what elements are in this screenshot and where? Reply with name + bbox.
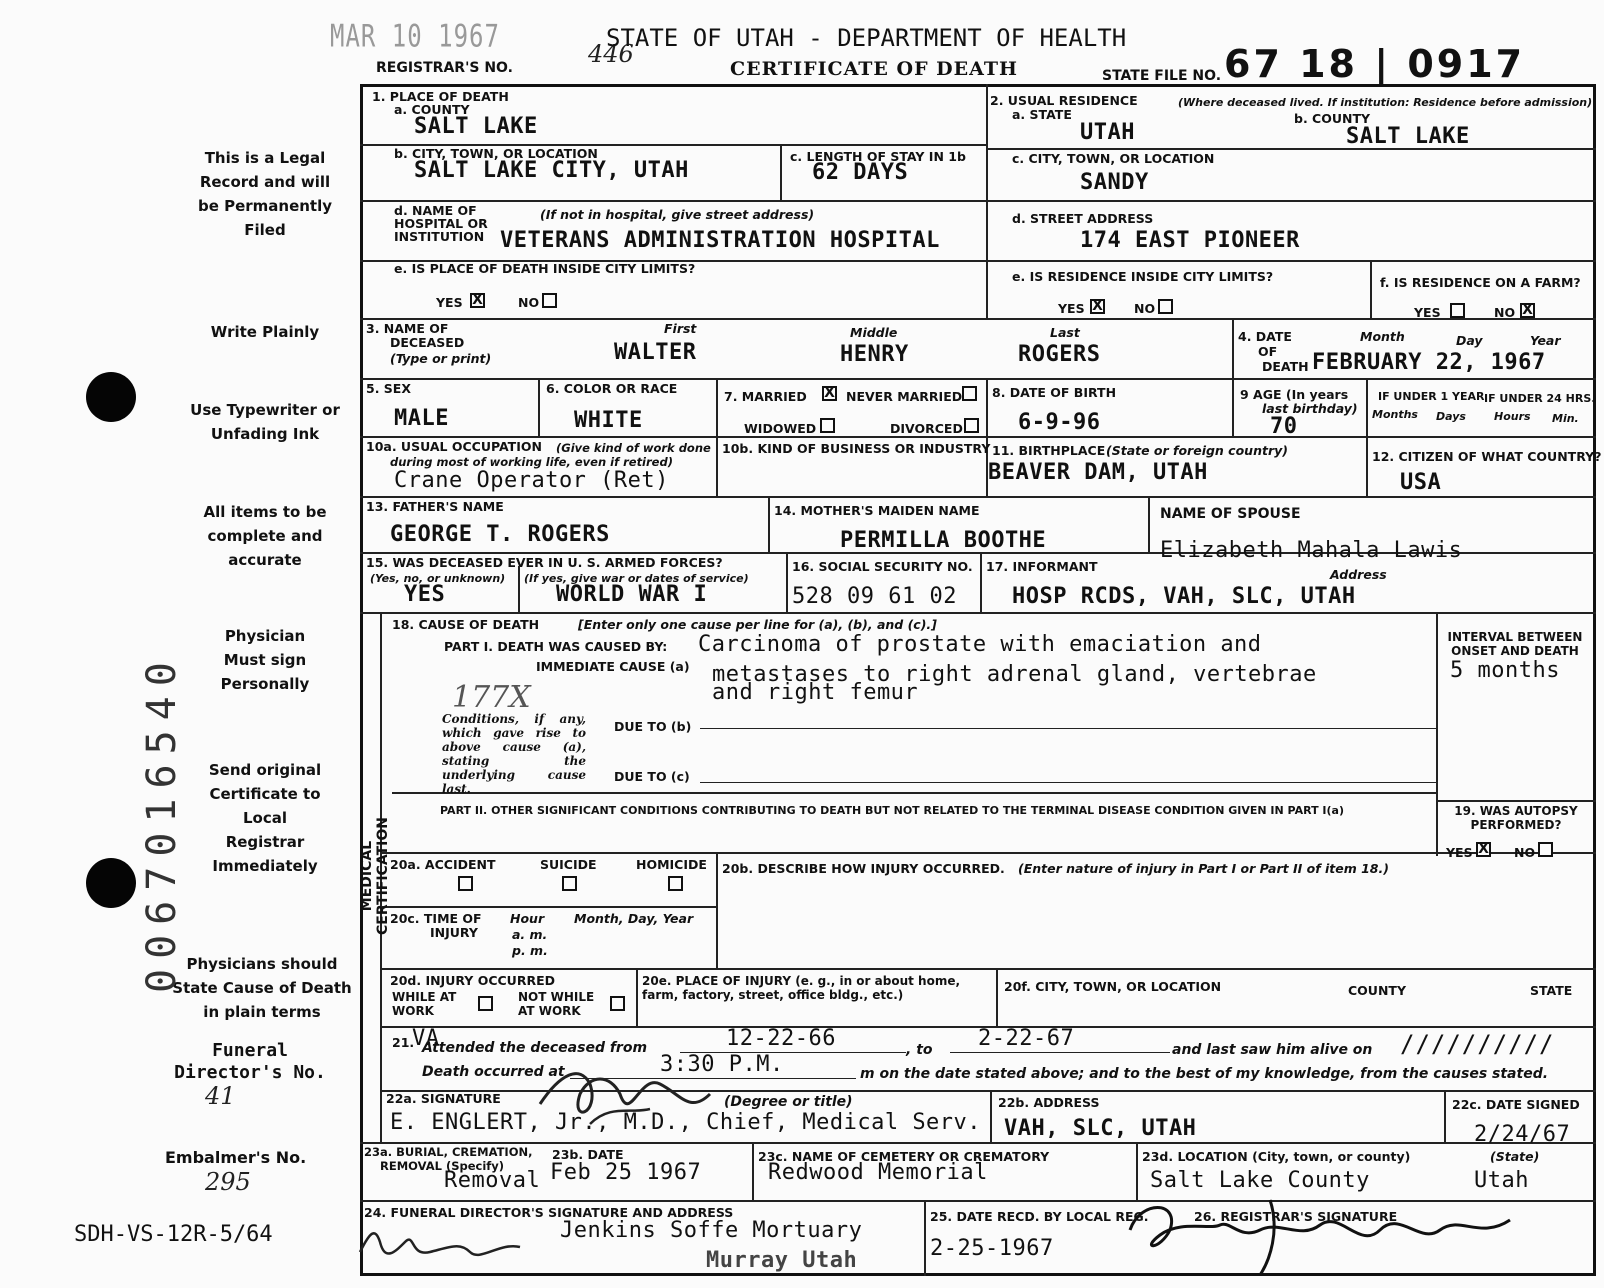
cause-line-3: and right femur — [712, 680, 919, 705]
father-label: 13. FATHER'S NAME — [366, 499, 504, 514]
send-original-note: Send original Certificate to Local Registrar Immediately — [208, 761, 322, 875]
funeral-director-signature — [350, 1212, 530, 1272]
punch-hole-bottom — [86, 858, 136, 908]
ssn: 528 09 61 02 — [792, 584, 957, 609]
informant-label: 17. INFORMANT — [986, 559, 1098, 574]
res-inside-no-checkbox[interactable] — [1158, 299, 1173, 314]
conditions-note: Conditions, if any, which gave rise to above cause (a), stating the underlying cause last. — [442, 712, 586, 796]
degree-label: (Degree or title) — [724, 1094, 853, 1110]
attended-prefix: VA — [412, 1026, 440, 1051]
cause-label: 18. CAUSE OF DEATH — [392, 617, 540, 632]
date-received: 2-25-1967 — [930, 1236, 1054, 1261]
autopsy-yes-checkbox[interactable]: X — [1476, 842, 1491, 857]
occupation: Crane Operator (Ret) — [394, 468, 669, 493]
cause-code: 177X — [452, 680, 531, 715]
physician-name: E. ENGLERT, Jr., M.D., Chief, Medical Serv. — [390, 1110, 982, 1135]
time-of-injury-label-a: 20c. TIME OF — [390, 911, 482, 926]
spouse-label: NAME OF SPOUSE — [1160, 506, 1301, 522]
due-to-b-label: DUE TO (b) — [614, 719, 692, 734]
burial-location: Salt Lake County — [1150, 1168, 1370, 1193]
occupation-note-a: (Give kind of work done — [556, 441, 711, 455]
cemetery: Redwood Memorial — [768, 1160, 988, 1185]
cause-plain-note: Physicians should State Cause of Death in plain terms — [172, 955, 352, 1021]
date-of-birth: 6-9-96 — [1018, 410, 1101, 435]
occupation-label: 10a. USUAL OCCUPATION — [366, 439, 542, 454]
statement-label: m on the date stated above; and to the best of my knowledge, from the causes stated. — [860, 1066, 1549, 1082]
month-day-year-label: Month, Day, Year — [574, 911, 694, 926]
name-label-b: DECEASED — [390, 335, 465, 350]
suicide-label: SUICIDE — [540, 857, 597, 872]
funeral-home-city: Murray Utah — [706, 1248, 858, 1273]
death-county-label: a. COUNTY — [394, 102, 470, 117]
funeral-director-number: 41 — [205, 1082, 236, 1110]
burial-label-a: 23a. BURIAL, CREMATION, — [364, 1145, 533, 1159]
sex: MALE — [394, 406, 449, 431]
hospital-label-a: d. NAME OF — [394, 203, 477, 218]
autopsy-no-label: NO — [1514, 845, 1536, 860]
informant-address-label: Address — [1330, 567, 1387, 582]
am-label: a. m. — [512, 927, 548, 942]
spouse-name: Elizabeth Mahala Lawis — [1160, 538, 1463, 563]
immediate-cause-label: IMMEDIATE CAUSE (a) — [536, 659, 690, 674]
res-inside-yes-label: YES — [1058, 301, 1085, 316]
saw-alive-strikeout: ////////// — [1400, 1030, 1555, 1058]
res-inside-yes-checkbox[interactable]: X — [1090, 299, 1105, 314]
father-name: GEORGE T. ROGERS — [390, 522, 610, 547]
citizen: USA — [1400, 470, 1442, 495]
res-county: SALT LAKE — [1346, 124, 1470, 149]
hour-label: Hour — [510, 911, 545, 926]
death-inside-city-label: e. IS PLACE OF DEATH INSIDE CITY LIMITS? — [394, 261, 696, 276]
hospital-name: VETERANS ADMINISTRATION HOSPITAL — [500, 228, 940, 253]
occupation-note-b: during most of working life, even if retired) — [390, 455, 673, 469]
burial-date: Feb 25 1967 — [550, 1160, 702, 1185]
homicide-label: HOMICIDE — [636, 857, 707, 872]
date-of-death: FEBRUARY 22, 1967 — [1312, 350, 1546, 375]
date-received-label: 25. DATE RECD. BY LOCAL REG. — [930, 1209, 1149, 1224]
write-plainly-note: Write Plainly — [210, 323, 320, 341]
age: 70 — [1270, 414, 1298, 439]
accident-checkbox[interactable] — [458, 876, 473, 891]
res-state-label: a. STATE — [1012, 107, 1072, 122]
cause-note: [Enter only one cause per line for (a), (b), and (c).] — [578, 617, 937, 632]
war-service: WORLD WAR I — [556, 582, 708, 607]
birthplace-note: (State or foreign country) — [1106, 443, 1288, 458]
date-of-death-label-c: DEATH — [1262, 359, 1309, 374]
months-label: Months — [1372, 408, 1418, 421]
first-name-label: First — [664, 321, 697, 336]
attended-from: 12-22-66 — [726, 1026, 836, 1051]
injury-how-note: (Enter nature of injury in Part I or Part II of item 18.) — [1018, 861, 1389, 876]
interval: 5 months — [1450, 658, 1560, 683]
state-title: STATE OF UTAH - DEPARTMENT OF HEALTH — [606, 24, 1127, 52]
res-farm-yes-checkbox[interactable] — [1450, 303, 1465, 318]
form-code: SDH-VS-12R-5/64 — [74, 1222, 273, 1247]
res-state: UTAH — [1080, 120, 1135, 145]
injury-state-label: STATE — [1530, 983, 1573, 998]
under-24-hrs-label: IF UNDER 24 HRS. — [1484, 392, 1596, 405]
burial-label-b: REMOVAL (Specify) — [380, 1159, 505, 1173]
due-to-c-label: DUE TO (c) — [614, 769, 690, 784]
days-label: Days — [1436, 410, 1466, 423]
vertical-control-number: 0067016540 — [139, 652, 185, 993]
res-city-label: c. CITY, TOWN, OR LOCATION — [1012, 151, 1215, 166]
widowed-checkbox[interactable] — [820, 418, 835, 433]
hospital-note: (If not in hospital, give street address) — [540, 207, 815, 222]
hospital-label-c: INSTITUTION — [394, 229, 485, 244]
mother-name: PERMILLA BOOTHE — [840, 528, 1047, 553]
date-of-death-label-a: 4. DATE — [1238, 329, 1292, 344]
date-of-death-label-b: OF — [1258, 344, 1278, 359]
state-file-label: STATE FILE NO. — [1102, 68, 1222, 84]
saw-alive-label: and last saw him alive on — [1172, 1042, 1373, 1058]
last-name: ROGERS — [1018, 342, 1101, 367]
armed-forces-label: 15. WAS DECEASED EVER IN U. S. ARMED FORCES? — [366, 555, 723, 570]
interval-label: INTERVAL BETWEEN ONSET AND DEATH — [1447, 630, 1583, 658]
race: WHITE — [574, 408, 643, 433]
citizen-label: 12. CITIZEN OF WHAT COUNTRY? — [1372, 449, 1602, 464]
divorced-checkbox[interactable] — [964, 418, 979, 433]
item-21-label: 21. — [392, 1035, 415, 1050]
year-label: Year — [1530, 333, 1561, 348]
place-of-injury-label: 20e. PLACE OF INJURY (e. g., in or about home, farm, factory, street, office bldg., etc.) — [642, 974, 961, 1002]
death-city: SALT LAKE CITY, UTAH — [414, 158, 689, 183]
war-note: (If yes, give war or dates of service) — [524, 572, 749, 585]
residence-note: (Where deceased lived. If institution: Residence before admission) — [1178, 96, 1593, 109]
physician-sign-note: Physician Must sign Personally — [220, 627, 310, 693]
registrar-signature-label: 26. REGISTRAR'S SIGNATURE — [1194, 1209, 1398, 1224]
medical-certification-label: MEDICAL CERTIFICATION — [359, 817, 391, 935]
res-farm-yes-label: YES — [1414, 305, 1441, 320]
burial-disposition: Removal — [444, 1168, 541, 1193]
armed-forces-note: (Yes, no, or unknown) — [370, 572, 506, 585]
res-city: SANDY — [1080, 170, 1149, 195]
under-1-year-label: IF UNDER 1 YEAR — [1378, 390, 1485, 403]
while-at-work-checkbox[interactable] — [478, 996, 493, 1011]
to-label: , to — [906, 1042, 933, 1058]
typewriter-note: Use Typewriter or Unfading Ink — [190, 401, 340, 443]
injury-county-label: COUNTY — [1348, 983, 1406, 998]
death-occurred-label: Death occurred at — [422, 1064, 565, 1080]
res-farm-no-label: NO — [1494, 305, 1516, 320]
while-at-work-label: WHILE AT WORK — [392, 990, 457, 1018]
autopsy-label: 19. WAS AUTOPSY PERFORMED? — [1454, 804, 1578, 832]
time-of-death: 3:30 P.M. — [660, 1052, 784, 1077]
pm-label: p. m. — [512, 943, 548, 958]
registrar-label: REGISTRAR'S NO. — [376, 60, 513, 76]
name-label-c: (Type or print) — [390, 351, 492, 366]
res-county-label: b. COUNTY — [1294, 111, 1371, 126]
death-inside-no-label: NO — [518, 295, 540, 310]
armed-forces: YES — [404, 582, 446, 607]
business-label: 10b. KIND OF BUSINESS OR INDUSTRY — [722, 441, 991, 456]
name-label-a: 3. NAME OF — [366, 321, 449, 336]
residence-label: 2. USUAL RESIDENCE — [990, 93, 1138, 108]
stay-length: 62 DAYS — [812, 160, 909, 185]
received-stamp: MAR 10 1967 — [330, 17, 500, 55]
res-inside-label: e. IS RESIDENCE INSIDE CITY LIMITS? — [1012, 269, 1274, 284]
burial-date-label: 23b. DATE — [552, 1147, 624, 1162]
embalmer-label: Embalmer's No. — [165, 1148, 307, 1167]
res-street: 174 EAST PIONEER — [1080, 228, 1300, 253]
attended-label: Attended the deceased from — [422, 1040, 648, 1056]
widowed-label: WIDOWED — [744, 421, 817, 436]
res-inside-no-label: NO — [1134, 301, 1156, 316]
injury-how-label: 20b. DESCRIBE HOW INJURY OCCURRED. — [722, 861, 1005, 876]
funeral-director-label: Funeral Director's No. — [174, 1040, 326, 1083]
part2-label: PART II. OTHER SIGNIFICANT CONDITIONS CONTRIBUTING TO DEATH BUT NOT RELATED TO THE TERMINAL DISEASE CONDITION GIVEN IN PART I(a) — [440, 804, 1345, 817]
res-farm-no-checkbox[interactable]: X — [1520, 303, 1535, 318]
time-of-injury-label-b: INJURY — [430, 925, 478, 940]
day-label: Day — [1456, 333, 1483, 348]
res-farm-label: f. IS RESIDENCE ON A FARM? — [1380, 275, 1581, 290]
attended-to: 2-22-67 — [978, 1026, 1075, 1051]
death-inside-yes-label: YES — [436, 295, 463, 310]
funeral-home-name: Jenkins Soffe Mortuary — [560, 1218, 863, 1243]
dob-label: 8. DATE OF BIRTH — [992, 385, 1117, 400]
registrar-number: 446 — [588, 40, 634, 68]
married-label: 7. MARRIED — [724, 389, 807, 404]
married-checkbox[interactable]: X — [822, 386, 837, 401]
funeral-director-sig-label: 24. FUNERAL DIRECTOR'S SIGNATURE AND ADDRESS — [364, 1205, 734, 1220]
stay-length-label: c. LENGTH OF STAY IN 1b — [790, 149, 966, 164]
signature-label: 22a. SIGNATURE — [386, 1091, 501, 1106]
birthplace-label: 11. BIRTHPLACE — [992, 443, 1106, 458]
physician-signature — [530, 1054, 720, 1138]
certificate-title: CERTIFICATE OF DEATH — [730, 58, 1018, 80]
never-married-checkbox[interactable] — [962, 386, 977, 401]
autopsy-no-checkbox[interactable] — [1538, 842, 1553, 857]
autopsy-yes-label: YES — [1446, 845, 1473, 860]
date-signed-label: 22c. DATE SIGNED — [1452, 1097, 1580, 1112]
burial-state-label: (State) — [1490, 1149, 1540, 1164]
last-name-label: Last — [1050, 325, 1080, 340]
hospital-label-b: HOSPITAL OR — [394, 216, 488, 231]
legal-record-note: This is a Legal Record and will be Permanently Filed — [197, 149, 333, 239]
min-label: Min. — [1552, 412, 1579, 425]
not-while-at-work-checkbox[interactable] — [610, 996, 625, 1011]
middle-name-label: Middle — [850, 325, 898, 340]
injury-city-label: 20f. CITY, TOWN, OR LOCATION — [1004, 979, 1222, 994]
cause-line-2: metastases to right adrenal gland, vertebrae — [712, 662, 1317, 687]
injury-occurred-label: 20d. INJURY OCCURRED — [390, 973, 555, 988]
hours-label: Hours — [1494, 410, 1531, 423]
place-of-death-label: 1. PLACE OF DEATH — [372, 89, 509, 104]
sex-label: 5. SEX — [366, 381, 411, 396]
date-signed: 2/24/67 — [1474, 1122, 1571, 1147]
burial-location-label: 23d. LOCATION (City, town, or county) — [1142, 1149, 1411, 1164]
physician-address-label: 22b. ADDRESS — [998, 1095, 1100, 1110]
state-file-number: 67 18 | 0917 — [1224, 42, 1526, 86]
divorced-label: DIVORCED — [890, 421, 963, 436]
never-married-label: NEVER MARRIED — [846, 389, 963, 404]
res-street-label: d. STREET ADDRESS — [1012, 211, 1154, 226]
registrar-signature — [1120, 1190, 1520, 1280]
punch-hole-top — [86, 372, 136, 422]
complete-note: All items to be complete and accurate — [203, 503, 327, 569]
age-label-b: last birthday) — [1262, 401, 1358, 416]
not-while-at-work-label: NOT WHILE AT WORK — [518, 990, 595, 1018]
death-county: SALT LAKE — [414, 114, 538, 139]
death-city-label: b. CITY, TOWN, OR LOCATION — [394, 146, 598, 161]
mother-label: 14. MOTHER'S MAIDEN NAME — [774, 503, 980, 518]
ssn-label: 16. SOCIAL SECURITY NO. — [792, 559, 973, 574]
cemetery-label: 23c. NAME OF CEMETERY OR CREMATORY — [758, 1149, 1050, 1164]
month-label: Month — [1360, 329, 1405, 344]
accident-label: 20a. ACCIDENT — [390, 857, 496, 872]
embalmer-number: 295 — [205, 1168, 251, 1196]
race-label: 6. COLOR OR RACE — [546, 381, 678, 396]
death-inside-no-checkbox[interactable] — [542, 293, 557, 308]
suicide-checkbox[interactable] — [562, 876, 577, 891]
birthplace: BEAVER DAM, UTAH — [988, 460, 1208, 485]
burial-state: Utah — [1474, 1168, 1529, 1193]
cause-line-1: Carcinoma of prostate with emaciation and — [698, 632, 1262, 657]
part1-label: PART I. DEATH WAS CAUSED BY: — [444, 639, 668, 654]
death-inside-yes-checkbox[interactable]: X — [470, 293, 485, 308]
physician-address: VAH, SLC, UTAH — [1004, 1116, 1197, 1141]
informant: HOSP RCDS, VAH, SLC, UTAH — [1012, 584, 1356, 609]
first-name: WALTER — [614, 340, 697, 365]
age-label-a: 9 AGE (In years — [1240, 387, 1349, 402]
homicide-checkbox[interactable] — [668, 876, 683, 891]
middle-name: HENRY — [840, 342, 909, 367]
